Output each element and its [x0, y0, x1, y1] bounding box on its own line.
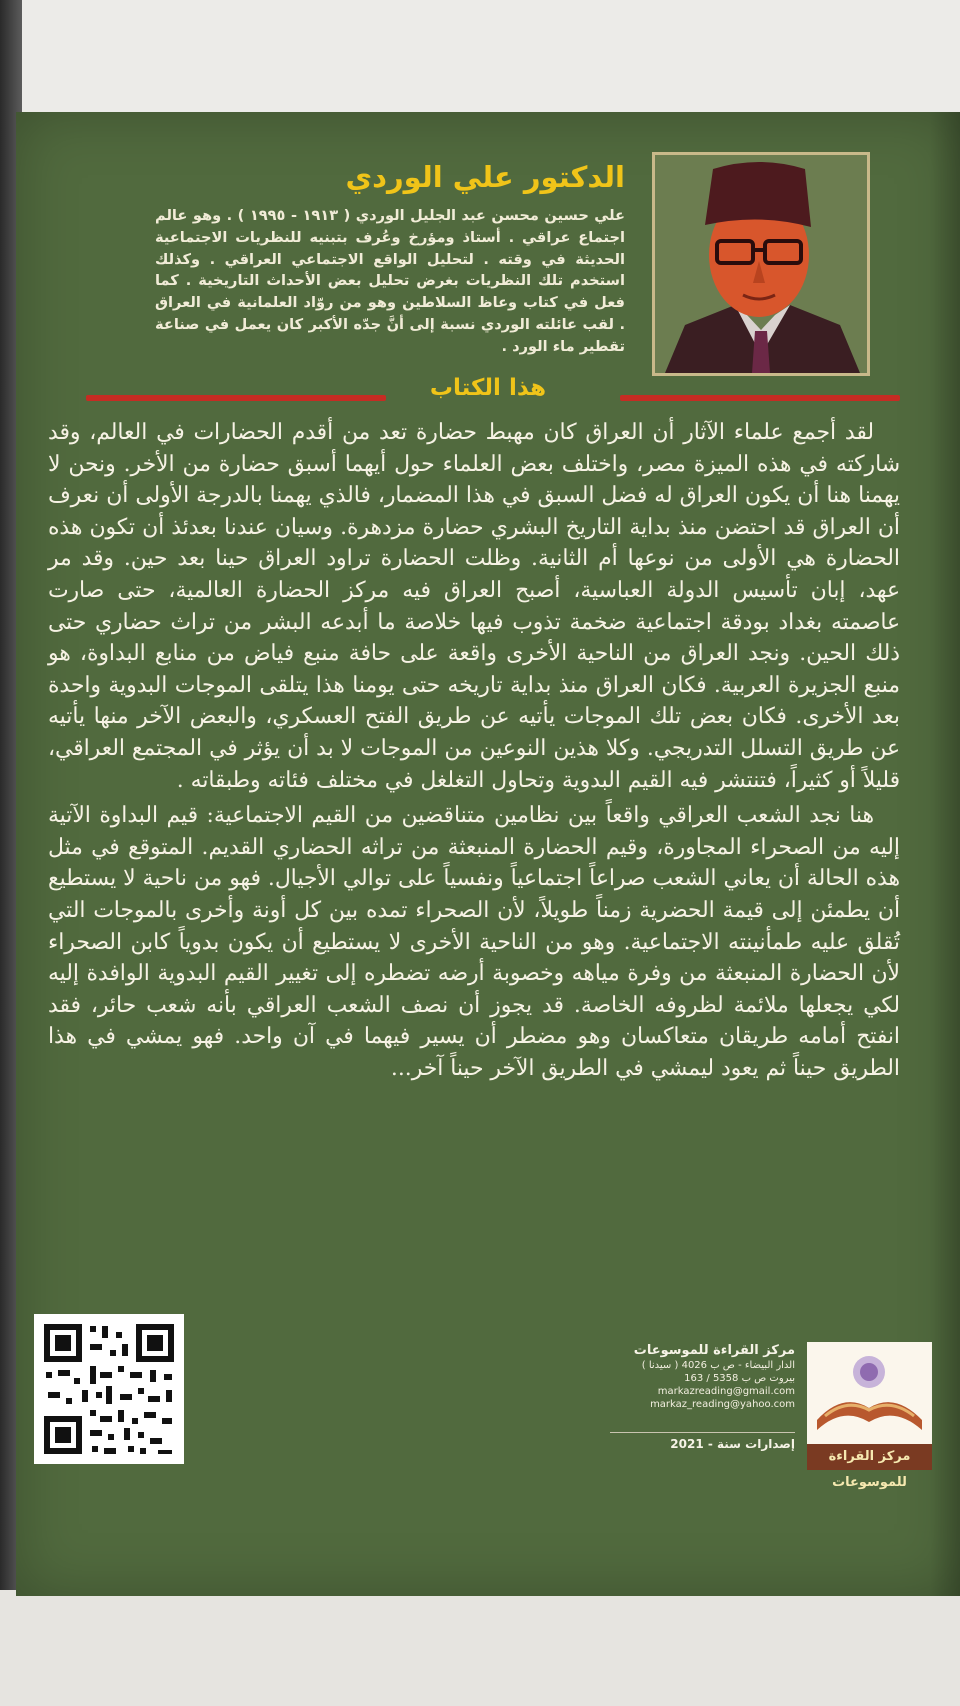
qr-code: [34, 1314, 184, 1464]
publisher-name: مركز القراءة للموسوعات: [633, 1343, 795, 1358]
publisher-info: [610, 1344, 795, 1411]
table-surface: [0, 1590, 960, 1706]
section-title: هذا الكتاب: [429, 375, 547, 401]
publication-year: إصدارات سنة - 2021: [610, 1432, 795, 1451]
book-description: [48, 417, 900, 1084]
author-name: الدكتور علي الوردي: [345, 160, 625, 194]
publisher-address-2: بيروت ص ب 5358 / 163: [684, 1373, 795, 1384]
publisher-logo-text: مركز القراءة للموسوعات: [807, 1444, 932, 1470]
publisher-email-2: markaz_reading@yahoo.com: [650, 1399, 795, 1410]
description-paragraph: لقد أجمع علماء الآثار أن العراق كان مهبط حضارة تعد من أقدم الحضارات في العالم، وقد شاركته في هذه الميزة مصر، واختلف بعض العلماء حول أيهما أسبق حضارة من الأخر. ونحن لا يهمنا هنا أن يكون العراق له فضل السبق في هذا المضمار، فالذي يهمنا بالدرجة الأولى أن نعرف أن العراق قد احتضن منذ بداية التاريخ البشري حضارة مزدهرة. وسيان عندنا بعدئذ أن تكون هذه الحضارة هي الأولى من نوعها أم الثانية. وظلت الحضارة تراود العراق حينا بعد حين. وقد مر عهد، إبان تأسيس الدولة العباسية، أصبح العراق فيه مركز الحضارة العالمية، حتى صارت عاصمته بغداد بودقة اجتماعية ضخمة تذوب فيها خلاصة ما أبدعه البشر من تراث حضاري حتى ذلك الحين. ونجد العراق من الناحية الأخرى واقعة على حافة منبع فياض من منابع البداوة، هو منبع الجزيرة العربية. فكان العراق منذ بداية تاريخه حتى يومنا هذا يتلقى الموجات البدوية واحدة بعد الأخرى. فكان بعض تلك الموجات يأتيه عن طريق الفتح العسكري، والبعض الآخر منها يأتيه عن طريق التسلل التدريجي. وكلا هذين النوعين من الموجات لا بد أن يؤثر في المجتمع العراقي، قليلاً أو كثيراً، فتنتشر فيه القيم البدوية وتحاول التغلغل في مختلف فئاته وطبقاته .: [48, 420, 900, 793]
publisher-address: الدار البيضاء - ص ب 4026 ( سيدنا ): [641, 1360, 795, 1371]
description-paragraph: هنا نجد الشعب العراقي واقعاً بين نظامين متناقضين من القيم الاجتماعية: قيم البداوة الآتية إليه من الصحراء المجاورة، وقيم الحضارة المنبعثة من تراثه الحضاري القديم. المتوقع في مثل هذه الحالة أن يعاني الشعب صراعاً اجتماعياً ونفسياً على توالي الأجيال. فهو من ناحية لا يستطيع أن يطمئن إلى قيمة الحضرية زمناً طويلاً، لأن الصحراء تمده بين كل أونة وأخرى بالموجات التي تُقلق عليه طمأنينته الاجتماعية. وهو من الناحية الأخرى لا يستطيع أن يكون بدوياً كابن الصحراء لأن الحضارة المنبعثة من وفرة مياهه وخصوبة أرضه تضطره إلى تغيير القيم البدوية الوافدة إليه لكي يجعلها ملائمة لظروفه الخاصة. قد يجوز أن نصف الشعب العراقي بأنه شعب حائر، فقد انفتح أمامه طريقان متعاكسان وهو مضطر أن يسير فيهما في آن واحد. فهو يمشي في هذا الطريق حيناً ثم يعود ليمشي في الطريق الآخر حيناً آخر...: [48, 803, 900, 1081]
author-bio: علي حسين محسن عبد الجليل الوردي ( ١٩١٣ - ١٩٩٥ ) . وهو عالم اجتماع عراقي . أستاذ ومؤرخ وعُرف بتبنيه للنظريات الاجتماعية الحديثة في وقته . لتحليل الواقع الاجتماعي العراقي . وكذلك استخدم تلك النظريات بغرض تحليل بعض الأحداث التاريخية . كما فعل في كتاب وعاظ السلاطين وهو من روّاد العلمانية في العراق . لقب عائلته الوردي نسبة إلى أنَّ جدّه الأكبر كان يعمل في صناعة تقطير ماء الورد .: [155, 207, 625, 355]
book-back-cover: [16, 112, 960, 1596]
author-portrait: [652, 152, 870, 376]
publisher-email-1: markazreading@gmail.com: [657, 1386, 795, 1397]
publisher-logo: [807, 1342, 932, 1490]
